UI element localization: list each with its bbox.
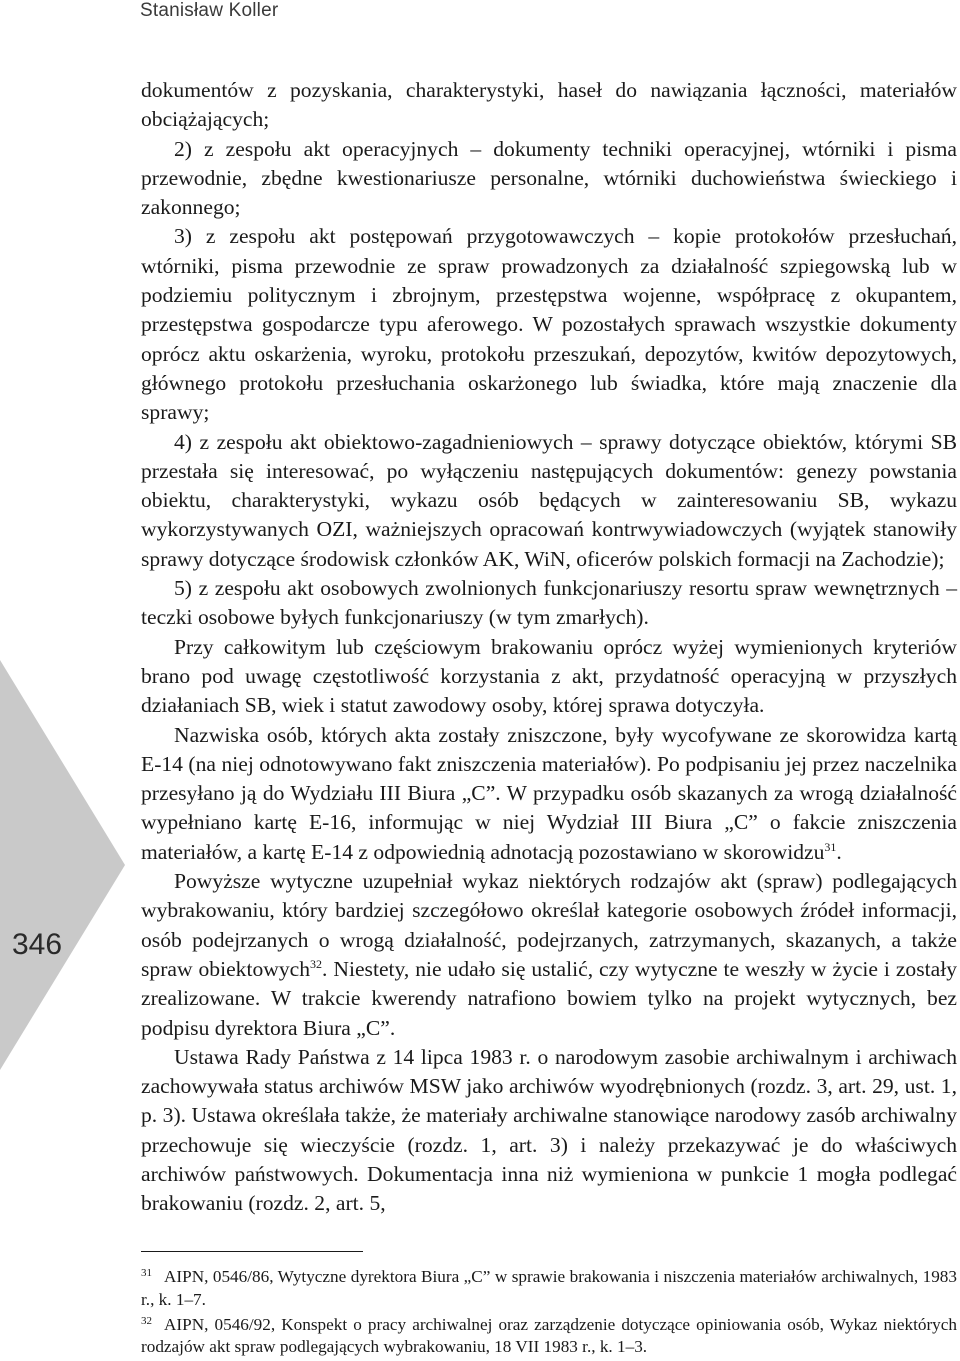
sentence-end: .	[836, 839, 842, 864]
paragraph-text: Niestety, nie udało się ustalić, czy wytyczne te weszły w życie i zostały zrealizowane. W trakcie kwerendy natrafiono bowiem tylko na projekt wytycznych, bez podpisu dyrektora Biura „C”.	[141, 956, 957, 1040]
footnote-number: 32	[141, 1314, 152, 1327]
footnote-text: AIPN, 0546/86, Wytyczne dyrektora Biura „C” w sprawie brakowania i niszczenia materiałów archiwalnych, 1983 r., k. 1–7.	[141, 1267, 957, 1309]
paragraph: 3) z zespołu akt postępowań przygotowawczych – kopie protokołów przesłuchań, wtórniki, pisma przewodnie ze spraw prowadzonych za działalność szpiegowską lub w podziemiu politycznym i zbrojnym, przestępstwa wojenne, współpracę z okupantem, przestępstwa gospodarcze typu aferowego. W pozostałych sprawach wszystkie dokumenty oprócz aktu oskarżenia, wyroku, protokołu przeszukań, depozytów, kwitów depozytowych, głównego protokołu przesłuchania oskarżonego lub świadka, które mają znaczenie dla sprawy;	[141, 224, 957, 425]
footnote-number: 31	[141, 1267, 152, 1279]
footnote-31	[141, 1266, 957, 1312]
sentence-end: .	[322, 956, 328, 981]
footnote-ref-32[interactable]: 32	[310, 956, 323, 971]
paragraph-text: Nazwiska osób, których akta zostały zniszczone, były wycofywane ze skorowidza kartą E-14 (na niej odnotowywano fakt zniszczenia materiałów). Po podpisaniu jej przez naczelnika przesyłano ją do Wydziału III Biura „C”. W przypadku osób skazanych za wrogą działalność wypełniano kartę E-16, informując w niej Wydział III Biura „C” o fakcie zniszczenia materiałów, a kartę E-14 z odpowiednią adnotacją pozostawiano w skorowidzu	[141, 722, 957, 864]
footnote-text: AIPN, 0546/92, Konspekt o pracy archiwalnej oraz zarządzenie dotyczące opiniowania osób, Wykaz niektórych rodzajów akt spraw podlegających wybrakowaniu, 18 VII 1983 r., k. 1–3.	[141, 1314, 957, 1357]
footnote-ref-31[interactable]: 31	[824, 839, 837, 854]
paragraph: dokumentów z pozyskania, charakterystyki, haseł do nawiązania łączności, materiałów obciążających;	[141, 78, 957, 132]
paragraph-text: Powyższe wytyczne uzupełniał wykaz niektórych rodzajów akt (spraw) podlegających wybrakowaniu, który bardziej szczegółowo określał kategorie osobowych źródeł informacji, osób podejrzanych o wrogą działalność, podejrzanych, zatrzymanych, skazanych, a także spraw obiektowych	[141, 869, 957, 981]
footnotes	[141, 1266, 957, 1361]
paragraph: 5) z zespołu akt osobowych zwolnionych funkcjonariuszy resortu spraw wewnętrznych – teczki osobowe byłych funkcjonariuszy (w tym zmarłych).	[141, 576, 957, 630]
footnote-divider	[141, 1251, 363, 1252]
running-head-author: Stanisław Koller	[140, 0, 279, 21]
paragraph: 2) z zespołu akt operacyjnych – dokumenty techniki operacyjnej, wtórniki i pisma przewodnie, zbędne kwestionariusze personalne, wtórniki duchowieństwa świeckiego i zakonnego;	[141, 136, 957, 220]
page-tab-shape	[0, 660, 125, 1070]
paragraph: 4) z zespołu akt obiektowo-zagadnieniowych – sprawy dotyczące obiektów, którymi SB przestała się interesować, po wyłączeniu następujących dokumentów: genezy powstania obiektu, charakterystyki, wykazu osób będących w zainteresowaniu SB, wykazu wykorzystywanych OZI, ważniejszych opracowań kontrwywiadowczych (wyjątek stanowiły sprawy dotyczące środowisk członków AK, WiN, oficerów polskich formacji na Zachodzie);	[141, 429, 957, 571]
paragraph	[141, 721, 957, 867]
paragraph: Ustawa Rady Państwa z 14 lipca 1983 r. o narodowym zasobie archiwalnym i archiwach zachowywała status archiwów MSW jako archiwów wyodrębnionych (rozdz. 3, art. 29, ust. 1, p. 3). Ustawa określała także, że materiały archiwalne stanowiące narodowy zasób archiwalny przechowuje się wieczyście (rozdz. 1, art. 3) i należy przekazywać je do właściwych archiwów państwowych. Dokumentacja inna niż wymieniona w punkcie 1 mogła podlegać brakowaniu (rozdz. 2, art. 5,	[141, 1044, 957, 1216]
paragraph: Przy całkowitym lub częściowym brakowaniu oprócz wyżej wymienionych kryteriów brano pod uwagę częstotliwość korzystania z akt, przydatność operacyjną w przyszłych działaniach SB, wiek i statut zawodowy osoby, której sprawa dotyczyła.	[141, 634, 957, 718]
body-text	[141, 76, 957, 1219]
paragraph	[141, 867, 957, 1043]
page-number: 346	[12, 928, 63, 961]
footnote-32	[141, 1314, 957, 1360]
